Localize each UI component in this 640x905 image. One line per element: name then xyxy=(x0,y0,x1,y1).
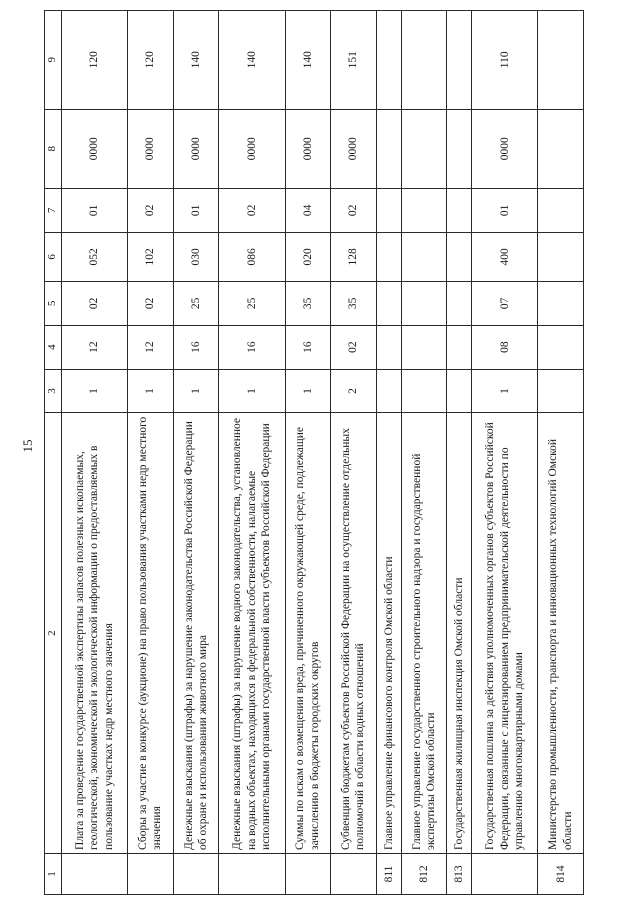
code-cell xyxy=(376,232,401,281)
description-cell: Министерство промышленности, транспорта и инновационных технологий Омской области xyxy=(538,413,584,854)
admin-code-cell: 811 xyxy=(376,853,401,894)
table-row xyxy=(538,11,584,895)
code-cell: 07 xyxy=(472,281,538,325)
code-cell xyxy=(538,232,584,281)
code-cell: 12 xyxy=(62,325,128,369)
code-cell xyxy=(401,109,447,188)
description-cell: Сборы за участие в конкурсе (аукционе) на право пользования участками недр местного значения xyxy=(128,413,174,854)
code-cell xyxy=(447,109,472,188)
code-cell: 0000 xyxy=(285,109,331,188)
description-cell: Плата за проведение государственной экспертизы запасов полезных ископаемых, геологической, экономической и экологической информации о предоставляемых в пользование участках недр местного значения xyxy=(62,413,128,854)
column-header: 2 xyxy=(45,413,62,854)
code-cell xyxy=(447,325,472,369)
code-cell: 1 xyxy=(128,369,174,413)
column-header: 5 xyxy=(45,281,62,325)
code-cell xyxy=(376,188,401,232)
admin-code-cell xyxy=(331,853,377,894)
code-cell xyxy=(401,281,447,325)
description-cell: Денежные взыскания (штрафы) за нарушение водного законодательства, установленное на водных объектах, находящихся в федеральной собственности, налагаемые исполнительными органами государственной власти субъектов Российской Федерации xyxy=(219,413,285,854)
code-cell xyxy=(376,11,401,110)
code-cell: 2 xyxy=(331,369,377,413)
code-cell: 110 xyxy=(472,11,538,110)
code-cell: 052 xyxy=(62,232,128,281)
description-cell: Денежные взыскания (штрафы) за нарушение законодательства Российской Федерации об охране и использовании животного мира xyxy=(173,413,219,854)
code-cell: 086 xyxy=(219,232,285,281)
admin-code-cell xyxy=(472,853,538,894)
table-row xyxy=(472,11,538,895)
code-cell: 02 xyxy=(62,281,128,325)
column-header: 9 xyxy=(45,11,62,110)
code-cell: 0000 xyxy=(173,109,219,188)
table-row xyxy=(62,11,128,895)
rotated-table-container xyxy=(44,10,584,895)
table-row xyxy=(447,11,472,895)
code-cell: 1 xyxy=(62,369,128,413)
code-cell: 1 xyxy=(472,369,538,413)
code-cell xyxy=(376,281,401,325)
code-cell: 0000 xyxy=(128,109,174,188)
code-cell xyxy=(401,188,447,232)
code-cell: 01 xyxy=(472,188,538,232)
column-header: 1 xyxy=(45,853,62,894)
table-row xyxy=(401,11,447,895)
budget-codes-table xyxy=(44,10,584,895)
description-cell: Главное управление государственного строительного надзора и государственной экспертизы Омской области xyxy=(401,413,447,854)
code-cell: 140 xyxy=(173,11,219,110)
table-row xyxy=(173,11,219,895)
code-cell: 400 xyxy=(472,232,538,281)
code-cell xyxy=(401,11,447,110)
code-cell xyxy=(376,325,401,369)
code-cell xyxy=(401,369,447,413)
code-cell: 02 xyxy=(219,188,285,232)
admin-code-cell: 813 xyxy=(447,853,472,894)
code-cell xyxy=(447,232,472,281)
description-cell: Государственная жилищная инспекция Омской области xyxy=(447,413,472,854)
code-cell: 0000 xyxy=(472,109,538,188)
page-number: 15 xyxy=(20,439,35,453)
code-cell xyxy=(538,11,584,110)
code-cell: 16 xyxy=(285,325,331,369)
code-cell: 01 xyxy=(62,188,128,232)
code-cell: 02 xyxy=(128,188,174,232)
table-row xyxy=(219,11,285,895)
code-cell xyxy=(376,369,401,413)
code-cell: 02 xyxy=(331,325,377,369)
code-cell: 030 xyxy=(173,232,219,281)
code-cell xyxy=(447,369,472,413)
code-cell: 128 xyxy=(331,232,377,281)
code-cell: 02 xyxy=(128,281,174,325)
column-header: 8 xyxy=(45,109,62,188)
table-row xyxy=(376,11,401,895)
admin-code-cell xyxy=(285,853,331,894)
code-cell xyxy=(376,109,401,188)
column-header: 7 xyxy=(45,188,62,232)
code-cell: 140 xyxy=(285,11,331,110)
code-cell: 35 xyxy=(331,281,377,325)
code-cell: 01 xyxy=(173,188,219,232)
code-cell: 1 xyxy=(173,369,219,413)
code-cell xyxy=(447,11,472,110)
code-cell: 12 xyxy=(128,325,174,369)
code-cell: 04 xyxy=(285,188,331,232)
code-cell: 1 xyxy=(219,369,285,413)
code-cell xyxy=(401,232,447,281)
code-cell: 151 xyxy=(331,11,377,110)
table-row xyxy=(285,11,331,895)
column-header: 3 xyxy=(45,369,62,413)
code-cell: 120 xyxy=(128,11,174,110)
code-cell: 120 xyxy=(62,11,128,110)
code-cell xyxy=(538,188,584,232)
code-cell: 0000 xyxy=(62,109,128,188)
code-cell xyxy=(538,325,584,369)
column-header: 4 xyxy=(45,325,62,369)
code-cell xyxy=(447,188,472,232)
description-cell: Государственная пошлина за действия уполномоченных органов субъектов Российской Федерации, связанные с лицензированием предпринимательской деятельности по управлению многоквартирными домами xyxy=(472,413,538,854)
code-cell: 020 xyxy=(285,232,331,281)
table-row xyxy=(128,11,174,895)
description-cell: Субвенции бюджетам субъектов Российской Федерации на осуществление отдельных полномочий в области водных отношений xyxy=(331,413,377,854)
code-cell xyxy=(538,109,584,188)
description-cell: Главное управление финансового контроля Омской области xyxy=(376,413,401,854)
code-cell: 0000 xyxy=(219,109,285,188)
admin-code-cell xyxy=(219,853,285,894)
code-cell xyxy=(538,369,584,413)
code-cell: 16 xyxy=(219,325,285,369)
admin-code-cell xyxy=(128,853,174,894)
code-cell: 102 xyxy=(128,232,174,281)
code-cell: 02 xyxy=(331,188,377,232)
code-cell: 0000 xyxy=(331,109,377,188)
code-cell: 16 xyxy=(173,325,219,369)
admin-code-cell xyxy=(173,853,219,894)
code-cell: 25 xyxy=(173,281,219,325)
code-cell xyxy=(538,281,584,325)
code-cell xyxy=(447,281,472,325)
code-cell: 35 xyxy=(285,281,331,325)
code-cell: 140 xyxy=(219,11,285,110)
admin-code-cell: 812 xyxy=(401,853,447,894)
code-cell: 1 xyxy=(285,369,331,413)
code-cell: 25 xyxy=(219,281,285,325)
code-cell xyxy=(401,325,447,369)
table-header-row xyxy=(45,11,62,895)
admin-code-cell xyxy=(62,853,128,894)
column-header: 6 xyxy=(45,232,62,281)
code-cell: 08 xyxy=(472,325,538,369)
table-row xyxy=(331,11,377,895)
description-cell: Суммы по искам о возмещении вреда, причиненного окружающей среде, подлежащие зачислению в бюджеты городских округов xyxy=(285,413,331,854)
admin-code-cell: 814 xyxy=(538,853,584,894)
